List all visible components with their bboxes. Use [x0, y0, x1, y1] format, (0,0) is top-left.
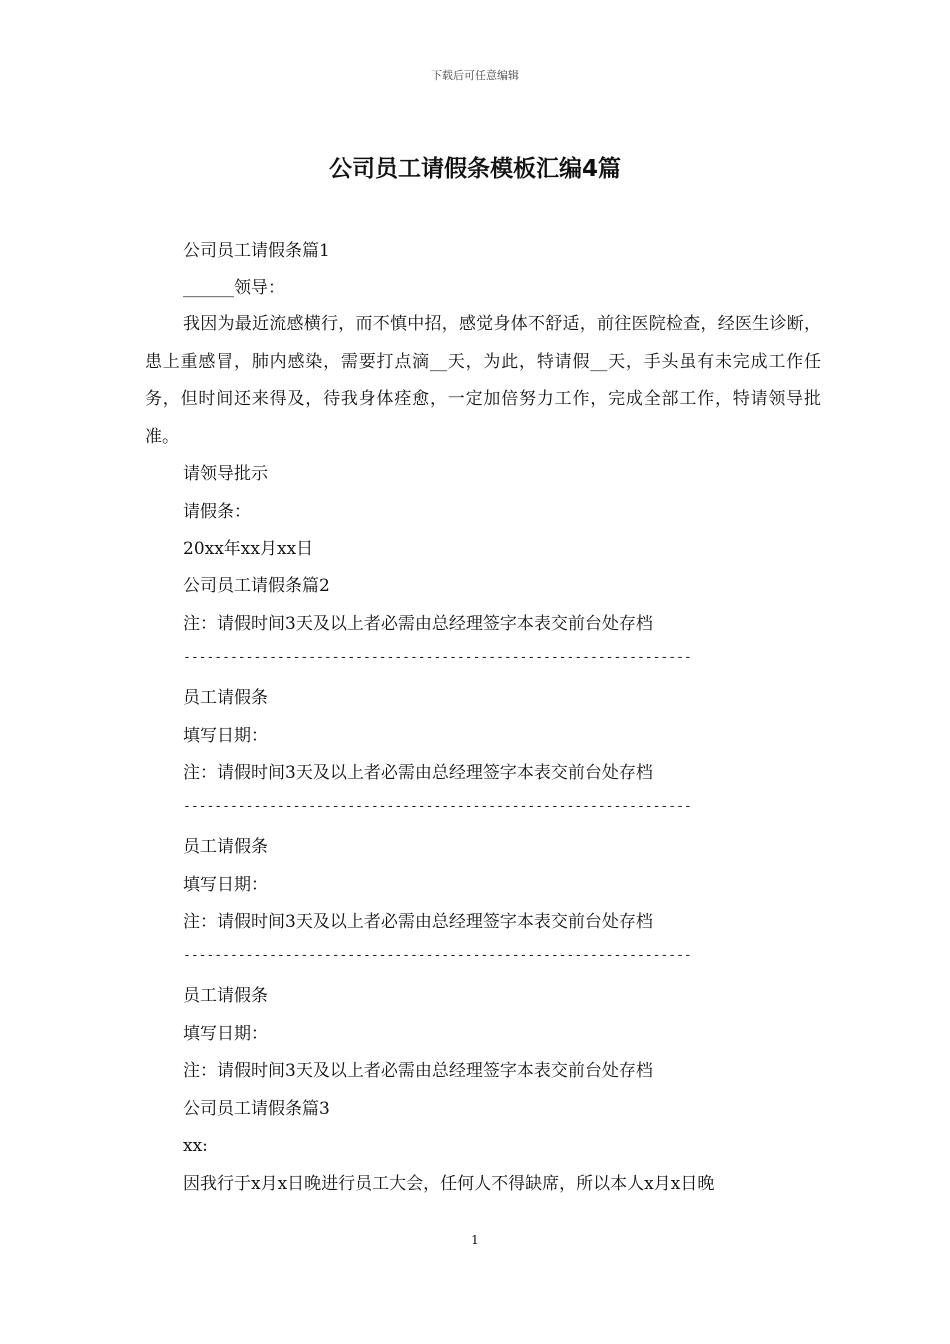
fill-date-label: 填写日期： — [183, 726, 268, 746]
form-title: 员工请假条 — [183, 688, 268, 708]
date-line: 20xx年xx月xx日 — [183, 539, 314, 559]
cut-line: ----------------------------------------------------------------- — [183, 799, 692, 814]
note-line: 注：请假时间3天及以上者必需由总经理签字本表交前台处存档 — [183, 1061, 653, 1081]
signature-label: 请假条： — [183, 502, 251, 522]
header-note: 下载后可任意编辑 — [431, 69, 519, 82]
body-line: 因我行于x月x日晚进行员工大会，任何人不得缺席，所以本人x月x日晚 — [183, 1174, 715, 1194]
cut-line: ----------------------------------------------------------------- — [183, 948, 692, 963]
note-line: 注：请假时间3天及以上者必需由总经理签字本表交前台处存档 — [183, 912, 653, 932]
closing-line: 请领导批示 — [183, 464, 268, 484]
document-title: 公司员工请假条模板汇编4篇 — [328, 156, 621, 182]
page-number: 1 — [471, 1233, 479, 1247]
body-paragraph: 我因为最近流感横行，而不慎中招，感觉身体不舒适，前往医院检查，经医生诊断，患上重感冒，肺内感染，需要打点滴__天，为此，特请假__天，手头虽有未完成工作任务，但时间还来得及，待我身体痊愈，一定加倍努力工作，完成全部工作，特请领导批准。 — [145, 314, 821, 447]
section-heading-3: 公司员工请假条篇3 — [183, 1099, 330, 1119]
salutation: ______领导： — [183, 278, 285, 298]
note-line: 注：请假时间3天及以上者必需由总经理签字本表交前台处存档 — [183, 763, 653, 783]
fill-date-label: 填写日期： — [183, 1024, 268, 1044]
section-heading-1: 公司员工请假条篇1 — [183, 241, 330, 261]
note-line: 注：请假时间3天及以上者必需由总经理签字本表交前台处存档 — [183, 614, 653, 634]
cut-line: ----------------------------------------------------------------- — [183, 650, 692, 665]
fill-date-label: 填写日期： — [183, 875, 268, 895]
section-heading-2: 公司员工请假条篇2 — [183, 576, 330, 596]
form-title: 员工请假条 — [183, 986, 268, 1006]
addressee: xx: — [183, 1136, 208, 1156]
form-title: 员工请假条 — [183, 837, 268, 857]
